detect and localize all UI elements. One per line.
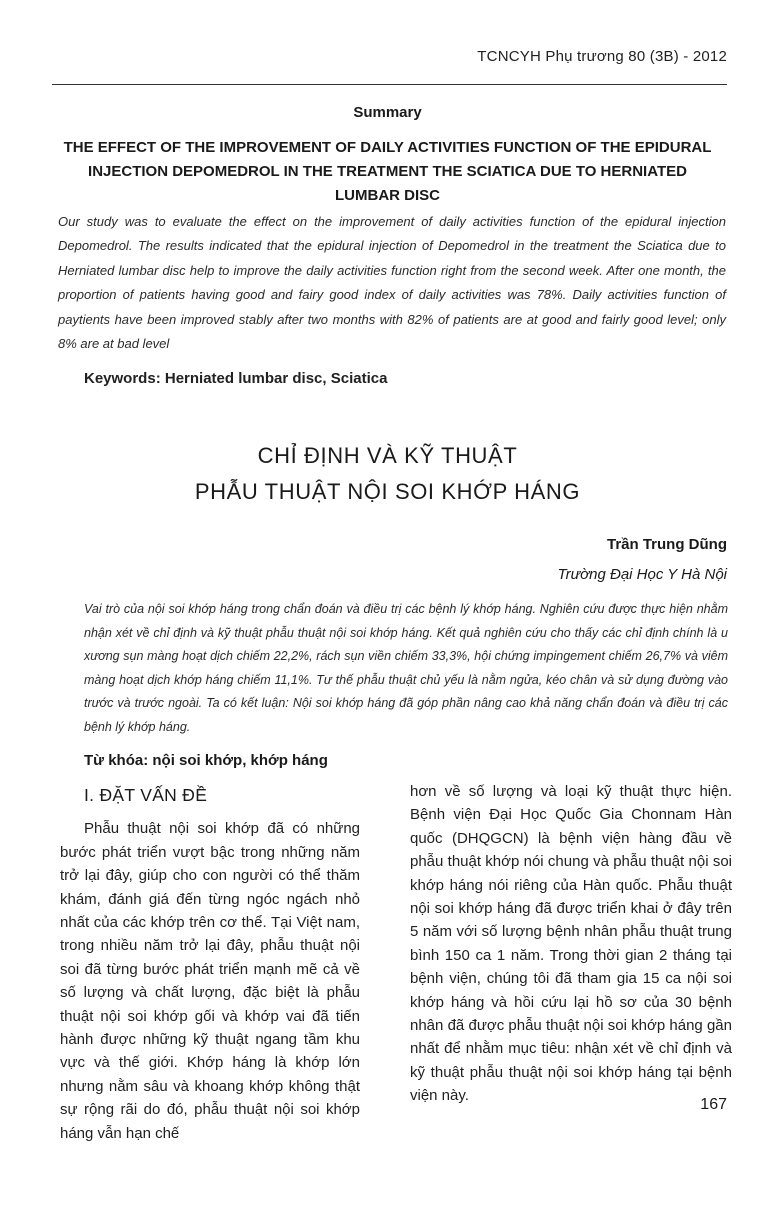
keywords-en-value: Herniated lumbar disc, Sciatica: [164, 370, 388, 387]
paragraph-left: Phẫu thuật nội soi khớp đã có những bước phát triển vượt bậc trong những năm trở lại đây, giúp cho con người có thể thăm khám, đánh giá đến từng ngóc ngách nhỏ nhất của các khớp trên cơ thể. Tại Việt nam, trong nhiều năm trở lại đây, phẫu thuật nội soi đã từng bước phát triển mạnh mẽ cả về số lượng và chất lượng, đặc biệt là phẫu thuật nội soi khớp gối và khớp vai đã tiến hành được những kỹ thuật ngang tầm khu vực và thế giới. Khớp háng là khớp lớn nhưng nằm sâu và khoang khớp không thật sự rộng rãi do đó, phẫu thuật nội soi khớp háng vẫn hạn chế: [60, 820, 360, 1142]
page-number: 167: [700, 1096, 727, 1113]
summary-label: Summary: [353, 104, 422, 121]
section-heading: I. ĐẶT VẤN ĐỀ: [84, 785, 208, 805]
running-header: TCNCYH Phụ trương 80 (3B) - 2012: [477, 48, 727, 65]
article-abstract: Vai trò của nội soi khớp háng trong chẩn đoán và điều trị các bệnh lý khớp háng. Nghiên cứu được thực hiện nhằm nhận xét về chỉ định và kỹ thuật phẫu thuật nội soi khớp háng. Kết quả nghiên cứu cho thấy các chỉ định chính là u xương sụn màng hoạt dịch chiếm 22,2%, rách sụn viền chiếm 33,3%, hội chứng impingement chiếm 26,7% và viêm màng hoạt dịch khớp háng chiếm 11,1%. Tư thế phẫu thuật chủ yếu là nằm ngửa, kéo chân và sử dụng đường vào trước và trước ngoài. Ta có kết luận: Nội soi khớp háng đã góp phần nâng cao khả năng chẩn đoán và điều trị các bệnh lý khớp háng.: [84, 602, 728, 734]
keywords-en: [84, 370, 387, 387]
summary-abstract: Our study was to evaluate the effect on the improvement of daily activities function of the epidural injection Depomedrol. The results indicated that the epidural injection of Depomedrol in the treatment the Sciatica due to Herniated lumbar disc help to improve the daily activities function right from the second week. After one month, the proportion of patients having good and fairy good index of daily activities was 78%. Daily activities function of paytients have been improved stably after two months with 82% of patients are at good and fairly good level; only 8% are at bad level: [58, 214, 726, 352]
column-right: [410, 780, 732, 1108]
author: Trần Trung Dũng: [607, 536, 727, 553]
article-title: [0, 438, 775, 510]
keywords-vn-value: nội soi khớp, khớp háng: [152, 752, 328, 769]
keywords-vn-label: Từ khóa:: [84, 752, 149, 769]
article-title-line2: PHẪU THUẬT NỘI SOI KHỚP HÁNG: [194, 479, 581, 504]
header-rule: [52, 84, 727, 85]
keywords-en-label: Keywords:: [84, 370, 161, 387]
article-title-line1: CHỈ ĐỊNH VÀ KỸ THUẬT: [257, 443, 518, 468]
summary-title: THE EFFECT OF THE IMPROVEMENT OF DAILY ACTIVITIES FUNCTION OF THE EPIDURAL INJECTION DEPOMEDROL IN THE TREATMENT THE SCIATICA DUE TO HERNIATED LUMBAR DISC: [63, 139, 712, 204]
paragraph-right: hơn về số lượng và loại kỹ thuật thực hiện. Bệnh viện Đại Học Quốc Gia Chonnam Hàn quốc (DHQGCN) là bệnh viện hàng đầu về phẫu thuật khớp nói chung và phẫu thuật nội soi khớp háng nói riêng của Hàn quốc. Phẫu thuật nội soi khớp háng đã được triển khai ở đây trên 5 năm với số lượng bệnh nhân phẫu thuật trung bình 150 ca 1 năm. Trong thời gian 2 tháng tại bệnh viện, chúng tôi đã tham gia 15 ca nội soi khớp háng và hồi cứu lại hồ sơ của 30 bệnh nhân đã được phẫu thuật nội soi khớp háng gần nhất để nhằm mục tiêu: nhận xét về chỉ định và kỹ thuật phẫu thuật nội soi khớp háng tại bệnh viện này.: [410, 783, 732, 1105]
column-left: [60, 780, 360, 1145]
affiliation: Trường Đại Học Y Hà Nội: [557, 566, 727, 583]
keywords-vn: [84, 752, 328, 769]
